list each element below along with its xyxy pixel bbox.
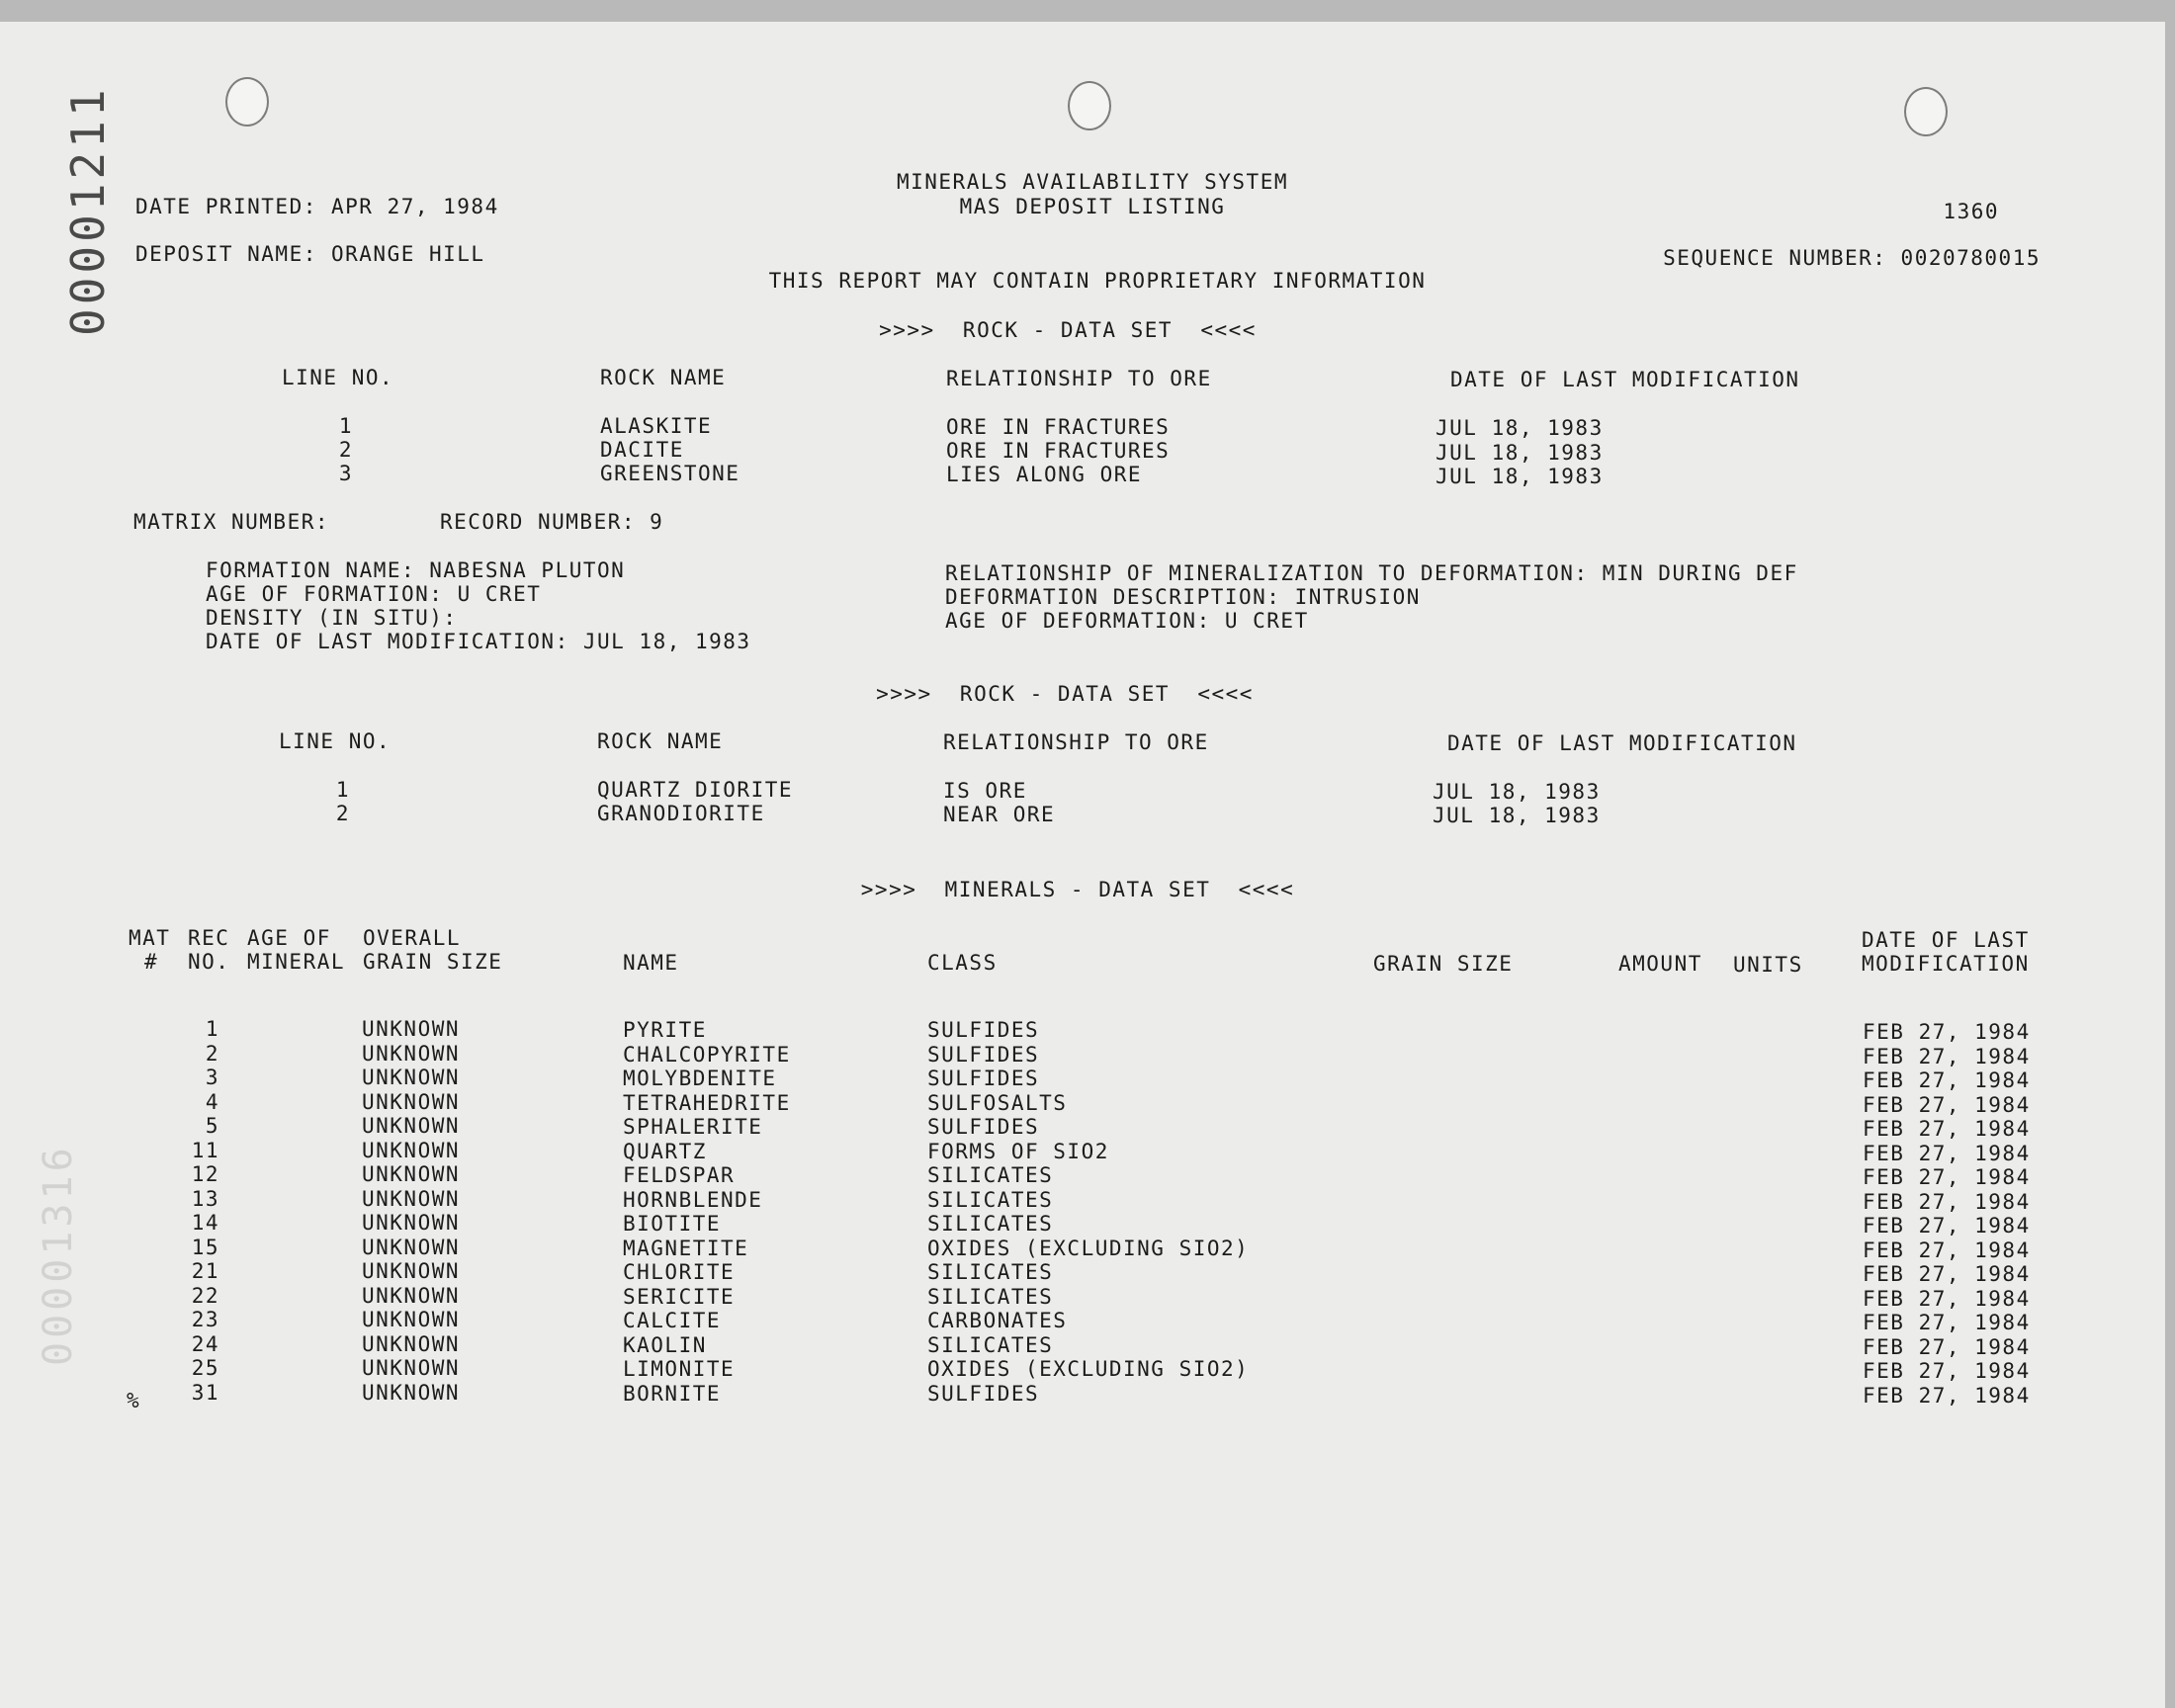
mineral-rec-no: 1 [205, 1017, 219, 1041]
rock-set-2-rock: GRANODIORITE [597, 802, 765, 825]
rock-set-1-line: 2 [338, 438, 354, 462]
rock-set-2-col-date: DATE OF LAST MODIFICATION [1447, 731, 1797, 755]
mineral-name: CHLORITE [623, 1260, 736, 1284]
rock-set-1-date: JUL 18, 1983 [1436, 465, 1604, 488]
mineral-date: FEB 27, 1984 [1863, 1020, 2031, 1044]
rock-set-1-rock: GREENSTONE [600, 462, 740, 485]
faint-id-stamp: 00001316 [36, 1144, 81, 1366]
minerals-hdr-grain-size: GRAIN SIZE [1373, 952, 1514, 976]
mineral-grain-size: UNKNOWN [362, 1259, 461, 1283]
record-number: RECORD NUMBER: 9 [440, 510, 664, 534]
rock-set-1-col-date: DATE OF LAST MODIFICATION [1450, 368, 1800, 391]
rock-set-1-date: JUL 18, 1983 [1436, 416, 1604, 440]
rock-set-2-rel: IS ORE [943, 779, 1027, 803]
mineral-rec-no: 15 [191, 1235, 219, 1259]
minerals-hdr-rec: REC [188, 926, 230, 950]
deformation-description: DEFORMATION DESCRIPTION: INTRUSION [945, 585, 1421, 609]
rock-set-2-line: 2 [335, 802, 351, 825]
mineral-name: LIMONITE [623, 1357, 736, 1381]
mineral-grain-size: UNKNOWN [362, 1380, 461, 1405]
minerals-hdr-date-of-last: DATE OF LAST [1862, 928, 2030, 952]
rock-set-1-title: >>>> ROCK - DATA SET <<<< [879, 318, 1257, 342]
mineral-grain-size: UNKNOWN [362, 1114, 461, 1138]
rock-set-1-col-rock: ROCK NAME [600, 366, 727, 389]
mineral-name: MOLYBDENITE [623, 1067, 777, 1090]
mineral-grain-size: UNKNOWN [362, 1356, 461, 1380]
mineral-rec-no: 25 [191, 1356, 219, 1380]
minerals-hdr-age-of: AGE OF [247, 926, 331, 950]
mineral-date: FEB 27, 1984 [1863, 1044, 2031, 1068]
density-in-situ: DENSITY (IN SITU): [206, 606, 458, 630]
minerals-hdr-mat: MAT [129, 926, 171, 950]
punch-hole-right [1904, 87, 1948, 136]
mineral-class: SULFOSALTS [927, 1090, 1068, 1115]
mineral-class: SILICATES [927, 1163, 1054, 1187]
rock-set-2-col-line: LINE NO. [279, 729, 392, 753]
rock-set-1-line: 1 [338, 414, 354, 438]
mineral-rec-no: 24 [191, 1331, 219, 1356]
matrix-number: MATRIX NUMBER: [133, 510, 330, 534]
mineral-rec-no: 31 [191, 1380, 219, 1405]
date-printed: DATE PRINTED: APR 27, 1984 [135, 195, 499, 218]
deposit-name: DEPOSIT NAME: ORANGE HILL [135, 242, 485, 266]
age-of-deformation: AGE OF DEFORMATION: U CRET [945, 609, 1309, 633]
mineral-class: SILICATES [927, 1284, 1054, 1309]
minerals-hdr-modification: MODIFICATION [1862, 952, 2030, 976]
mineral-rec-no: 5 [205, 1114, 219, 1138]
mineral-name: MAGNETITE [623, 1236, 749, 1260]
mineral-grain-size: UNKNOWN [362, 1235, 461, 1259]
mineralization-deformation-relation: RELATIONSHIP OF MINERALIZATION TO DEFORMATION: MIN DURING DEF [945, 561, 1798, 585]
minerals-hdr-no: NO. [188, 950, 230, 974]
mineral-name: QUARTZ [623, 1139, 707, 1163]
mineral-date: FEB 27, 1984 [1863, 1383, 2031, 1408]
rock-set-1-rock: ALASKITE [600, 414, 713, 438]
mineral-rec-no: 12 [191, 1162, 219, 1186]
mineral-date: FEB 27, 1984 [1863, 1238, 2031, 1262]
rock-set-1-col-line: LINE NO. [282, 366, 394, 389]
mineral-date: FEB 27, 1984 [1863, 1311, 2031, 1334]
mineral-date: FEB 27, 1984 [1863, 1334, 2031, 1359]
mineral-name: KAOLIN [623, 1332, 707, 1357]
mineral-name: FELDSPAR [623, 1163, 736, 1187]
mineral-class: OXIDES (EXCLUDING SIO2) [927, 1357, 1250, 1381]
rock-set-2-rock: QUARTZ DIORITE [597, 778, 794, 802]
mineral-name: PYRITE [623, 1018, 707, 1042]
minerals-hdr-name: NAME [623, 951, 679, 975]
minerals-hdr-class: CLASS [927, 951, 998, 975]
mineral-name: BIOTITE [623, 1212, 722, 1236]
rock-set-1-line: 3 [338, 462, 354, 485]
rock-set-2-col-rock: ROCK NAME [597, 729, 724, 753]
mineral-name: BORNITE [623, 1381, 722, 1406]
mineral-grain-size: UNKNOWN [362, 1066, 461, 1089]
mineral-date: FEB 27, 1984 [1863, 1189, 2031, 1214]
mineral-grain-size: UNKNOWN [362, 1186, 461, 1211]
punch-hole-center [1068, 81, 1111, 130]
mineral-class: SILICATES [927, 1260, 1054, 1284]
mineral-name: CALCITE [623, 1309, 722, 1332]
mineral-grain-size: UNKNOWN [362, 1089, 461, 1114]
rock-set-2-date: JUL 18, 1983 [1433, 804, 1601, 827]
mineral-rec-no: 11 [191, 1138, 219, 1162]
mineral-name: HORNBLENDE [623, 1187, 763, 1212]
rock-set-1-rel: ORE IN FRACTURES [946, 415, 1171, 439]
minerals-hdr-overall: OVERALL [363, 926, 462, 950]
mineral-class: SULFIDES [927, 1115, 1040, 1139]
rock-set-2-line: 1 [335, 778, 351, 802]
minerals-hdr-amount: AMOUNT [1618, 952, 1702, 976]
mineral-rec-no: 22 [191, 1283, 219, 1308]
mineral-class: SULFIDES [927, 1018, 1040, 1042]
mineral-rec-no: 2 [205, 1041, 219, 1066]
minerals-hdr-grain-size-overall: GRAIN SIZE [363, 950, 503, 974]
mineral-grain-size: UNKNOWN [362, 1283, 461, 1308]
punch-hole-left [225, 77, 269, 127]
mineral-grain-size: UNKNOWN [362, 1211, 461, 1235]
rock-set-1-col-rel: RELATIONSHIP TO ORE [946, 367, 1212, 390]
mineral-grain-size: UNKNOWN [362, 1017, 461, 1041]
listing-title: MAS DEPOSIT LISTING [959, 195, 1226, 218]
age-of-formation: AGE OF FORMATION: U CRET [206, 582, 542, 606]
rock-set-1-rel: ORE IN FRACTURES [946, 439, 1171, 463]
minerals-hdr-units: UNITS [1733, 953, 1803, 977]
minerals-hdr-hash: # [144, 950, 159, 974]
rock-set-2-rel: NEAR ORE [943, 803, 1056, 826]
rock-set-1-date: JUL 18, 1983 [1436, 441, 1604, 465]
mineral-date: FEB 27, 1984 [1863, 1214, 2031, 1238]
mineral-date: FEB 27, 1984 [1863, 1068, 2031, 1092]
mineral-rec-no: 14 [191, 1211, 219, 1235]
mineral-grain-size: UNKNOWN [362, 1138, 461, 1162]
document-id-stamp: 00001211 [61, 85, 115, 336]
mineral-class: FORMS OF SIO2 [927, 1139, 1109, 1163]
mineral-class: OXIDES (EXCLUDING SIO2) [927, 1236, 1250, 1260]
rock-set-2-col-rel: RELATIONSHIP TO ORE [943, 730, 1209, 754]
mineral-name: SERICITE [623, 1284, 736, 1309]
mineral-rec-no: 13 [191, 1186, 219, 1211]
mineral-rec-no: 4 [205, 1089, 219, 1114]
report-page [0, 22, 2165, 1708]
page-number: 1360 [1943, 200, 1999, 223]
mineral-class: SULFIDES [927, 1042, 1040, 1067]
mineral-date: FEB 27, 1984 [1863, 1117, 2031, 1141]
mineral-grain-size: UNKNOWN [362, 1041, 461, 1066]
sequence-number: SEQUENCE NUMBER: 0020780015 [1663, 246, 2041, 270]
mineral-rec-no: 21 [191, 1259, 219, 1283]
mineral-class: SILICATES [927, 1212, 1054, 1236]
mineral-date: FEB 27, 1984 [1863, 1286, 2031, 1311]
mineral-rec-no: 3 [205, 1066, 219, 1089]
rock-set-1-rel: LIES ALONG ORE [946, 463, 1143, 486]
mineral-grain-size: UNKNOWN [362, 1308, 461, 1331]
rock-set-1-rock: DACITE [600, 438, 684, 462]
mineral-date: FEB 27, 1984 [1863, 1262, 2031, 1286]
mineral-class: SILICATES [927, 1332, 1054, 1357]
mineral-class: SULFIDES [927, 1381, 1040, 1406]
system-title: MINERALS AVAILABILITY SYSTEM [896, 170, 1288, 194]
mineral-name: CHALCOPYRITE [623, 1042, 791, 1067]
mineral-name: TETRAHEDRITE [623, 1090, 791, 1115]
formation-date-modified: DATE OF LAST MODIFICATION: JUL 18, 1983 [206, 630, 751, 653]
mineral-class: SILICATES [927, 1187, 1054, 1212]
rock-set-2-date: JUL 18, 1983 [1433, 780, 1601, 804]
proprietary-notice: THIS REPORT MAY CONTAIN PROPRIETARY INFORMATION [768, 269, 1427, 293]
mineral-date: FEB 27, 1984 [1863, 1165, 2031, 1189]
end-marker: % [127, 1389, 141, 1412]
formation-name: FORMATION NAME: NABESNA PLUTON [206, 558, 626, 582]
minerals-hdr-mineral: MINERAL [247, 950, 346, 974]
mineral-class: CARBONATES [927, 1309, 1068, 1332]
mineral-date: FEB 27, 1984 [1863, 1092, 2031, 1117]
mineral-name: SPHALERITE [623, 1115, 763, 1139]
mineral-date: FEB 27, 1984 [1863, 1359, 2031, 1383]
mineral-rec-no: 23 [191, 1308, 219, 1331]
mineral-grain-size: UNKNOWN [362, 1162, 461, 1186]
mineral-class: SULFIDES [927, 1067, 1040, 1090]
mineral-date: FEB 27, 1984 [1863, 1141, 2031, 1165]
minerals-title: >>>> MINERALS - DATA SET <<<< [860, 878, 1295, 901]
rock-set-2-title: >>>> ROCK - DATA SET <<<< [876, 682, 1254, 706]
mineral-grain-size: UNKNOWN [362, 1331, 461, 1356]
